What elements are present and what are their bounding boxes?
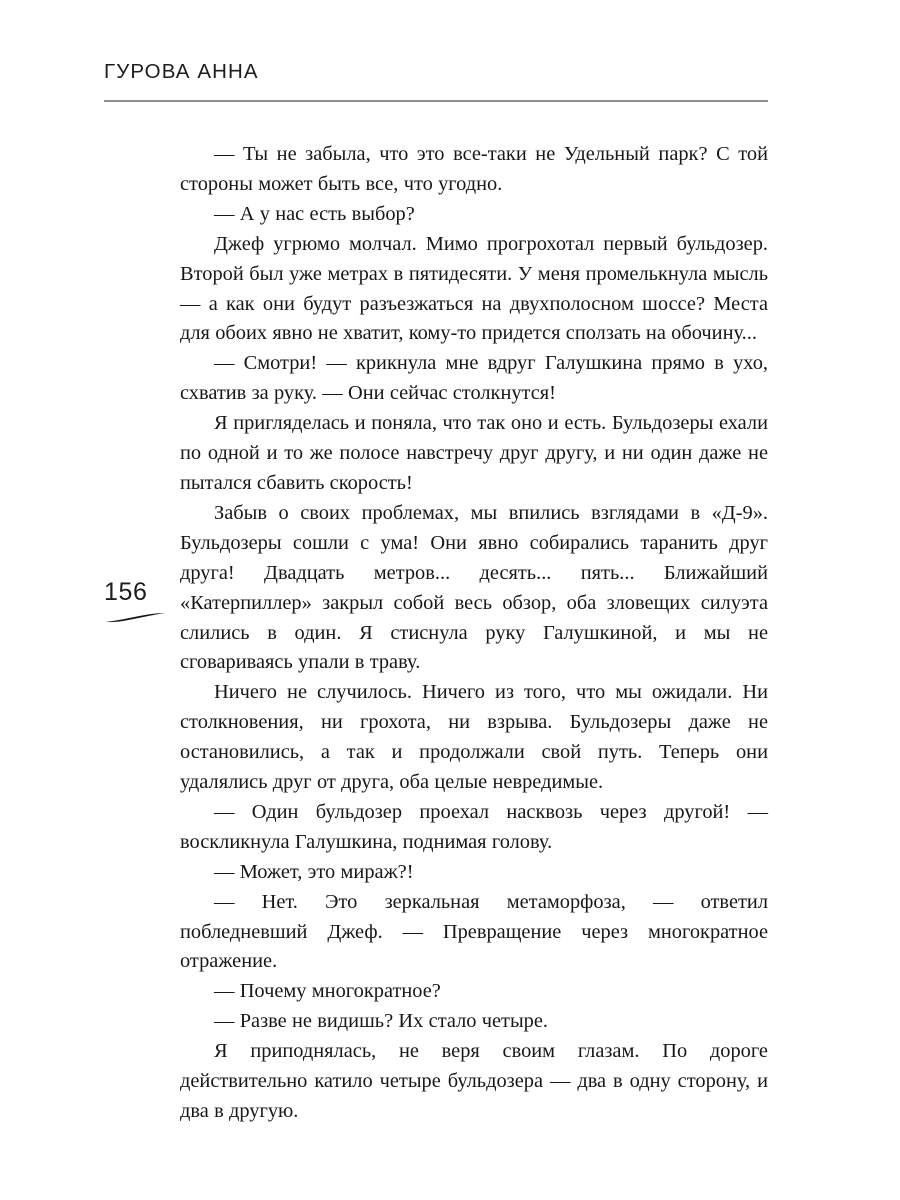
paragraph: — Ты не забыла, что это все-таки не Удельный парк? С той стороны может быть все, что угодно. — [180, 143, 768, 195]
running-head-rule — [104, 100, 768, 102]
paragraph: Я пригляделась и поняла, что так оно и есть. Бульдозеры ехали по одной и то же полосе навстречу друг другу, и ни один даже не пытался сбавить скорость! — [180, 412, 768, 494]
page-number: 156 — [104, 578, 148, 606]
paragraph: — Один бульдозер проехал насквозь через другой! — воскликнула Галушкина, поднимая голову. — [180, 800, 768, 853]
running-head-author: ГУРОВА АННА — [104, 60, 259, 83]
folio — [104, 580, 174, 624]
paragraph: Джеф угрюмо молчал. Мимо прогрохотал первый бульдозер. Второй был уже метрах в пятидесяти. У меня промелькнула мысль — а как они будут разъезжаться на двухполосном шоссе? Места для обоих явно не хватит, кому-то придется сползать на обочину... — [180, 232, 768, 345]
paragraph: Забыв о своих проблемах, мы впились взглядами в «Д-9». Бульдозеры сошли с ума! Они явно собирались таранить друг друга! Двадцать метров... десять... пять... Ближайший «Катерпиллер» закрыл собой весь обзор, оба зловещих силуэта слились в один. Я стиснула руку Галушкиной, и мы не сговариваясь упали в траву. — [180, 501, 768, 674]
running-head — [104, 62, 768, 83]
paragraph: — Почему многократное? — [214, 980, 441, 1003]
paragraph: — Разве не видишь? Их стало четыре. — [214, 1010, 549, 1033]
paragraph: — Нет. Это зеркальная метаморфоза, — ответил побледневший Джеф. — Превращение через многократное отражение. — [180, 890, 768, 973]
paragraph: — Может, это мираж?! — [214, 860, 414, 883]
body-text — [180, 140, 768, 1127]
paragraph: — А у нас есть выбор? — [214, 202, 415, 225]
paragraph: Я приподнялась, не веря своим глазам. По дороге действительно катило четыре бульдозера — два в одну сторону, и два в другую. — [180, 1040, 768, 1122]
paragraph: — Смотри! — крикнула мне вдруг Галушкина прямо в ухо, схватив за руку. — Они сейчас столкнутся! — [180, 352, 768, 405]
paragraph: Ничего не случилось. Ничего из того, что мы ожидали. Ни столкновения, ни грохота, ни взрыва. Бульдозеры даже не остановились, а так и продолжали свой путь. Теперь они удалялись друг от друга, оба целые невредимые. — [180, 681, 768, 794]
swash-ornament-icon — [104, 612, 166, 624]
